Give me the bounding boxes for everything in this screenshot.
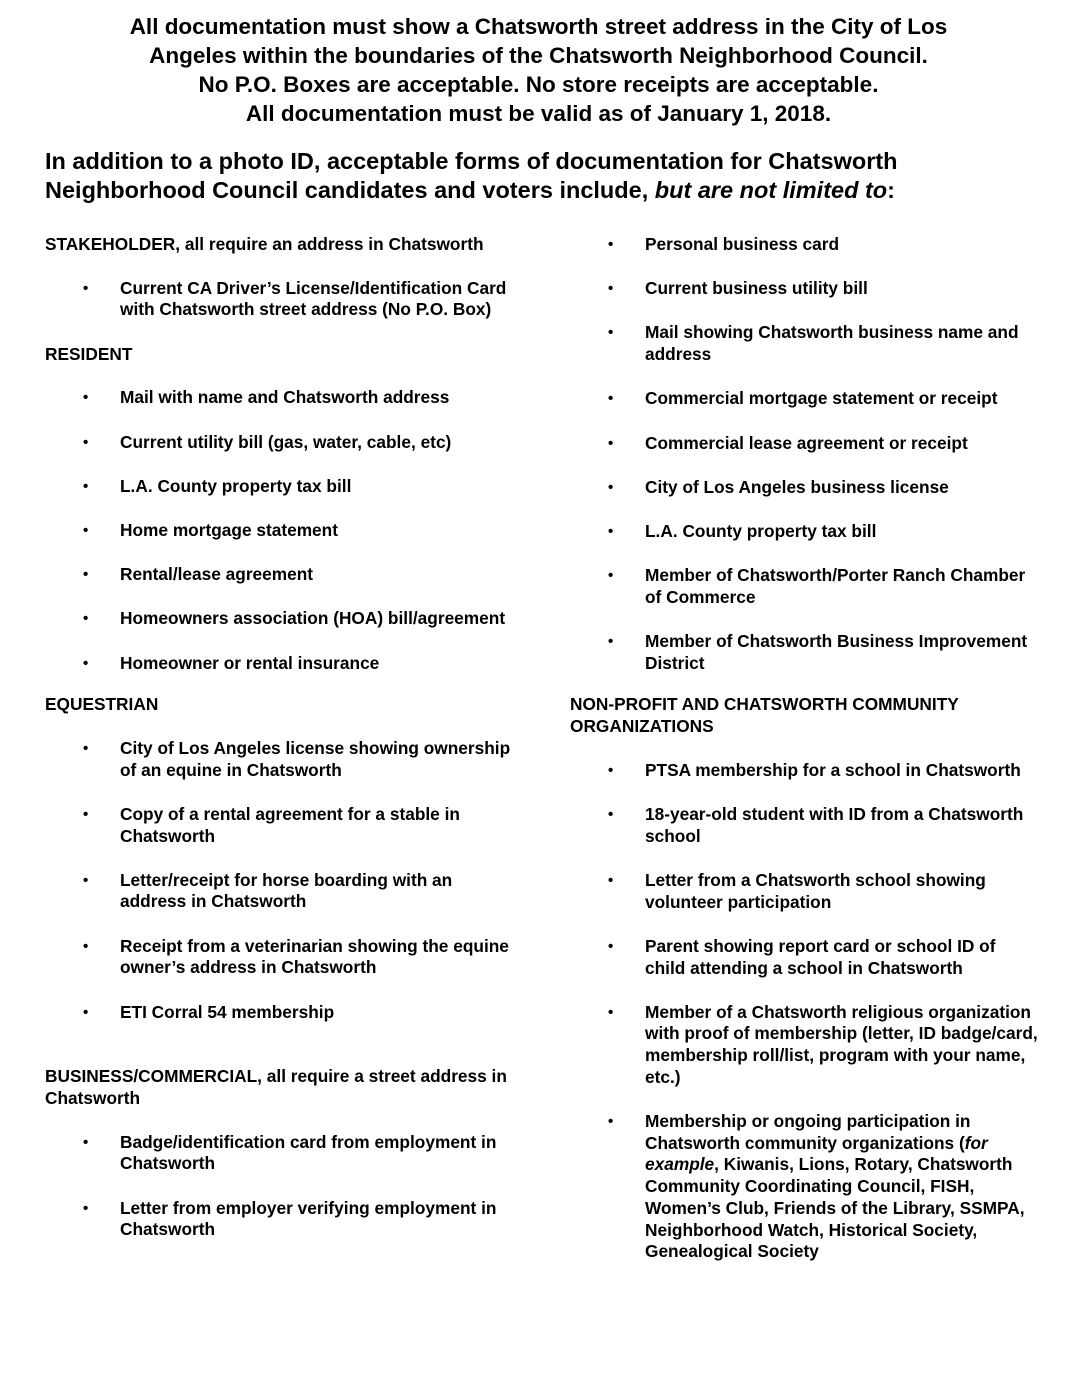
list-item [570,1002,1040,1089]
business-list [45,1132,515,1241]
section-heading-equestrian: EQUESTRIAN [45,694,159,715]
list-item-text: Copy of a rental agreement for a stable in Chatsworth [120,803,460,846]
list-item-text: Member of Chatsworth/Porter Ranch Chamber of Commerce [645,565,1026,607]
equestrian-list [45,738,515,1023]
bullet-icon: • [608,1003,614,1021]
list-item-text: Current business utility bill [645,278,868,299]
list-item [45,564,515,586]
list-item [570,477,1040,499]
bullet-icon: • [83,871,89,889]
intro-line: In addition to a photo ID, acceptable forms of documentation for Chatsworth [45,148,898,174]
bullet-icon: • [608,567,614,585]
right-column [570,234,1040,1286]
bullet-icon: • [608,937,614,955]
list-item [45,520,515,542]
list-item [570,870,1040,913]
stakeholder-list [45,278,515,321]
business-continued-list [570,234,1040,674]
list-item-text: Badge/identification card from employment in Chatsworth [120,1131,497,1174]
list-item [570,433,1040,455]
list-item-text: Parent showing report card or school ID of child attending a school in Chatsworth [645,935,996,978]
list-item [45,608,515,630]
list-item-text: Mail with name and Chatsworth address [120,387,450,408]
list-item [45,432,515,454]
list-item-text: City of Los Angeles business license [645,476,949,497]
left-column [45,234,515,1263]
header-line: Angeles within the boundaries of the Chatsworth Neighborhood Council. [149,43,928,68]
list-item [45,738,515,781]
bullet-icon: • [608,236,614,253]
list-item-text: Homeowner or rental insurance [120,652,380,673]
list-item [45,1002,515,1024]
list-item-text: Letter/receipt for horse boarding with an address in Chatsworth [120,869,453,912]
header-line: No P.O. Boxes are acceptable. No store receipts are acceptable. [198,72,879,97]
list-item-text: Homeowners association (HOA) bill/agreement [120,608,506,629]
list-item [570,760,1040,782]
list-item-text: Member of Chatsworth Business Improvement District [645,631,1028,673]
bullet-icon: • [83,279,89,297]
nonprofit-list [570,760,1040,1263]
bullet-icon: • [608,390,614,408]
list-item-text: L.A. County property tax bill [120,475,352,496]
list-item [45,936,515,979]
bullet-icon: • [83,610,89,628]
section-heading-business: BUSINESS/COMMERCIAL, all require a street address in Chatsworth [45,1066,507,1108]
list-item-text: Commercial mortgage statement or receipt [645,388,998,409]
documentation-requirements-header [30,12,1047,128]
bullet-icon: • [608,280,614,298]
intro-punct: : [887,177,895,203]
list-item-text: L.A. County property tax bill [645,520,877,541]
intro-line [45,176,1045,205]
bullet-icon: • [608,478,614,496]
list-item [45,870,515,913]
list-item-emphasis: for example [645,1132,988,1175]
list-item-text-part: Membership or ongoing participation in Chatsworth community organizations ( [645,1111,971,1153]
section-heading-resident: RESIDENT [45,343,133,364]
list-item-text: Commercial lease agreement or receipt [645,432,968,453]
bullet-icon: • [608,324,614,342]
bullet-icon: • [83,1199,89,1217]
bullet-icon: • [83,1003,89,1021]
list-item [45,1198,515,1241]
header-line: All documentation must be valid as of January 1, 2018. [245,101,832,126]
bullet-icon: • [83,654,89,672]
list-item [45,1132,515,1175]
list-item-text: Letter from employer verifying employment in Chatsworth [120,1197,497,1240]
list-item [45,387,515,409]
header-line: All documentation must show a Chatsworth street address in the City of Los [129,14,948,39]
list-item-text: Receipt from a veterinarian showing the equine owner’s address in Chatsworth [120,935,509,978]
bullet-icon: • [608,434,614,452]
bullet-icon: • [608,522,614,540]
list-item-text [645,1111,1025,1261]
bullet-icon: • [83,521,89,539]
bullet-icon: • [83,937,89,955]
list-item-text: Rental/lease agreement [120,564,314,585]
intro-paragraph [45,147,1045,205]
section-heading-nonprofit: NON-PROFIT AND CHATSWORTH COMMUNITY ORGANIZATIONS [570,694,959,737]
list-item [570,1111,1040,1263]
list-item-text: Personal business card [645,234,840,254]
bullet-icon: • [83,566,89,584]
list-item-text: Letter from a Chatsworth school showing volunteer participation [645,869,986,912]
list-item-text: 18-year-old student with ID from a Chatsworth school [645,804,1024,846]
list-item-text: ETI Corral 54 membership [120,1001,335,1022]
list-item-text: Current utility bill (gas, water, cable, etc) [120,431,452,452]
list-item [570,631,1040,674]
list-item [570,936,1040,979]
bullet-icon: • [608,1113,614,1131]
list-item [570,322,1040,365]
list-item-text-part: , Kiwanis, Lions, Rotary, Chatsworth Community Coordinating Council, FISH, Women’s Club, Friends of the Library, SSMPA, Neighborhood Watch, Historical Society, Genealogical Society [645,1154,1025,1262]
list-item-text: Home mortgage statement [120,519,338,540]
list-item [570,278,1040,300]
list-item-text: Mail showing Chatsworth business name and address [645,322,1019,365]
list-item [45,278,515,321]
list-item-text: Member of a Chatsworth religious organization with proof of membership (letter, ID badge/card, membership roll/list, program with your name, etc.) [645,1001,1038,1087]
list-item [570,521,1040,543]
section-heading-stakeholder: STAKEHOLDER, all require an address in Chatsworth [45,234,484,254]
bullet-icon: • [83,805,89,823]
list-item [570,234,1040,256]
list-item-text: PTSA membership for a school in Chatsworth [645,759,1021,780]
bullet-icon: • [83,477,89,495]
bullet-icon: • [83,1133,89,1151]
intro-emphasis: but are not limited to [654,177,888,203]
bullet-icon: • [83,739,89,757]
list-item [45,476,515,498]
list-item [45,804,515,847]
list-item [570,388,1040,410]
list-item-text: City of Los Angeles license showing ownership of an equine in Chatsworth [120,737,511,780]
bullet-icon: • [608,871,614,889]
bullet-icon: • [83,433,89,451]
bullet-icon: • [83,389,89,407]
bullet-icon: • [608,761,614,779]
list-item [570,565,1040,608]
bullet-icon: • [608,806,614,824]
list-item [570,804,1040,847]
resident-list [45,387,515,674]
list-item [45,653,515,675]
intro-text: Neighborhood Council candidates and voters include, [45,177,655,203]
bullet-icon: • [608,633,614,651]
list-item-text: Current CA Driver’s License/Identification Card with Chatsworth street address (No P.O. Box) [120,277,507,320]
